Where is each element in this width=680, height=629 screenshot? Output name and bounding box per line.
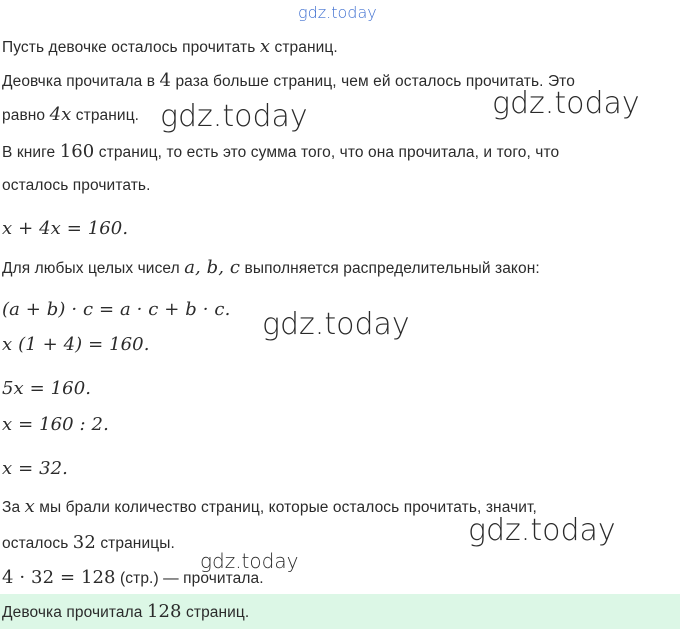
equation-5: x = 32. [2, 458, 69, 479]
watermark-top: gdz.today [298, 3, 377, 22]
watermark-4: gdz.today [468, 513, 616, 548]
text-line-4: В книге 160 страниц, то есть это сумма того, что она прочитала, и того, что [2, 141, 560, 162]
equation-4: x = 160 : 2. [2, 414, 109, 435]
text-line-15: 4 · 32 = 128 (стр.) — прочитала. [2, 567, 264, 588]
watermark-3: gdz.today [262, 307, 410, 342]
text-line-7: Для любых целых чисел a, b, c выполняется распределительный закон: [2, 257, 540, 278]
text-line-13: За x мы брали количество страниц, которые осталось прочитать, значит, [2, 496, 537, 517]
text-line-1: Пусть девочке осталось прочитать x страниц. [2, 36, 338, 57]
equation-2: x (1 + 4) = 160. [2, 334, 150, 355]
watermark-1: gdz.today [160, 99, 308, 134]
text-line-5: осталось прочитать. [2, 177, 151, 194]
text-line-3: равно 4x страниц. [2, 104, 140, 125]
text-line-14: осталось 32 страницы. [2, 532, 175, 553]
equation-3: 5x = 160. [2, 378, 92, 399]
watermark-5: gdz.today [200, 549, 299, 573]
watermark-2: gdz.today [492, 86, 640, 121]
text-line-2: Деовчка прочитала в 4 раза больше страниц, чем ей осталось прочитать. Это [2, 70, 575, 91]
equation-1: x + 4x = 160. [2, 218, 129, 239]
equation-distributive: (a + b) · c = a · c + b · c. [2, 299, 231, 320]
answer-line: Девочка прочитала 128 страниц. [2, 601, 250, 622]
